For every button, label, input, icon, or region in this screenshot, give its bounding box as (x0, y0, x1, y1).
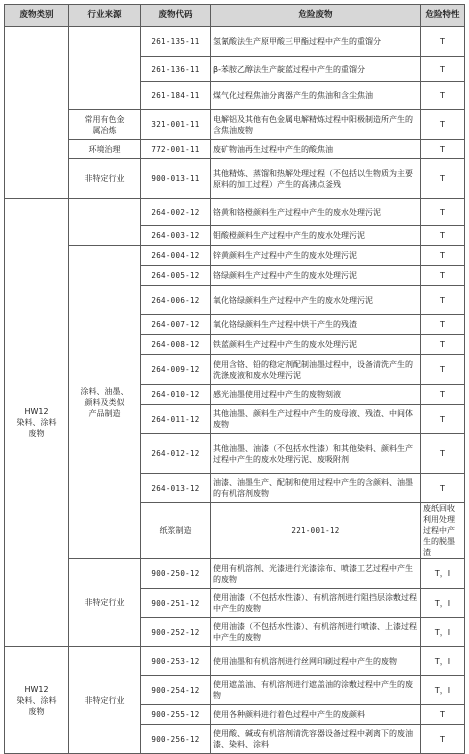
table-row (5, 559, 465, 589)
hazard-characteristic: T (421, 315, 465, 335)
table-row (5, 110, 465, 140)
waste-code: 264-006-12 (141, 286, 211, 315)
waste-code: 900-251-12 (141, 589, 211, 618)
waste-code: 900-255-12 (141, 705, 211, 725)
waste-description: 使用各种颜料进行着色过程中产生的废颜料 (211, 705, 421, 725)
table-row (5, 199, 465, 226)
waste-description: 煤气化过程焦油分离器产生的焦油和含尘焦油 (211, 82, 421, 110)
waste-description: 铬绿颜料生产过程中产生的废水处理污泥 (211, 266, 421, 286)
waste-description: 电解铝及其他有色金属电解精炼过程中阳极制造所产生的含焦油废物 (211, 110, 421, 140)
waste-description: 使用酸、碱或有机溶剂清洗容器设备过程中剥离下的废油漆、染料、涂料 (211, 725, 421, 754)
waste-description: 氧化铬绿颜料生产过程中产生的废水处理污泥 (211, 286, 421, 315)
waste-description: β-苯胺乙醇法生产靛蓝过程中产生的重馏分 (211, 57, 421, 82)
hazard-characteristic: T，I (421, 647, 465, 676)
hazard-characteristic: T (421, 110, 465, 140)
table-row (5, 246, 465, 266)
table-row (5, 27, 465, 57)
hazard-characteristic: T (421, 199, 465, 226)
waste-description: 其他精炼、蒸馏和热解处理过程（不包括以生物质为主要原料的加工过程）产生的高沸点釜残 (211, 159, 421, 199)
hazard-characteristic: T，I (421, 618, 465, 647)
industry-source: 非特定行业 (69, 647, 141, 754)
hazard-characteristic: T (421, 246, 465, 266)
industry-source: 非特定行业 (69, 159, 141, 199)
waste-code: 261-135-11 (141, 27, 211, 57)
waste-code: 264-009-12 (141, 355, 211, 385)
header-waste-code: 废物代码 (141, 5, 211, 27)
waste-code: 264-012-12 (141, 434, 211, 474)
hazardous-waste-table (4, 4, 465, 754)
industry-source: 常用有色金 属冶炼 (69, 110, 141, 140)
waste-description: 感光油墨使用过程中产生的废物刻液 (211, 385, 421, 405)
header-hazard-characteristic: 危险特性 (421, 5, 465, 27)
waste-description: 其他油墨、油漆（不包括水性漆）和其他染料、颜料生产过程中产生的废水处理污泥、废吸附剂 (211, 434, 421, 474)
hazard-characteristic: T (421, 226, 465, 246)
waste-description: 废矿物油再生过程中产生的酸焦油 (211, 140, 421, 159)
waste-code: 264-007-12 (141, 315, 211, 335)
waste-code: 261-136-11 (141, 57, 211, 82)
waste-code: 900-250-12 (141, 559, 211, 589)
hazard-characteristic: T (421, 82, 465, 110)
waste-category: HW12 染料、涂料 废物 (5, 647, 69, 754)
waste-code: 221-001-12 (211, 503, 421, 559)
waste-description: 钼酸橙颜料生产过程中产生的废水处理污泥 (211, 226, 421, 246)
waste-description: 废纸回收利用处理过程中产生的脱墨渣 (421, 503, 465, 559)
waste-code: 900-252-12 (141, 618, 211, 647)
table-row (5, 140, 465, 159)
waste-code: 900-253-12 (141, 647, 211, 676)
hazard-characteristic: T (421, 159, 465, 199)
waste-description: 使用含铬、铅的稳定剂配制油墨过程中，设备清洗产生的洗涤废液和废水处理污泥 (211, 355, 421, 385)
hazard-characteristic: T (421, 286, 465, 315)
category-cell-blank (5, 27, 69, 199)
industry-source: 涂料、油墨、 颜料及类似 产品制造 (69, 246, 141, 559)
waste-code: 900-013-11 (141, 159, 211, 199)
hazard-characteristic: T (421, 335, 465, 355)
waste-code: 321-001-11 (141, 110, 211, 140)
waste-code: 772-001-11 (141, 140, 211, 159)
hazard-characteristic: T (421, 355, 465, 385)
waste-description: 使用有机溶剂、光漆进行光漆涂布、喷漆工艺过程中产生的废物 (211, 559, 421, 589)
header-row (5, 5, 465, 27)
waste-code: 264-013-12 (141, 474, 211, 503)
waste-description: 使用油墨和有机溶剂进行丝网印刷过程中产生的废物 (211, 647, 421, 676)
industry-source: 非特定行业 (69, 559, 141, 647)
waste-code: 264-008-12 (141, 335, 211, 355)
hazard-characteristic: T (421, 140, 465, 159)
table-header (5, 5, 465, 27)
waste-description: 使用油漆（不包括水性漆）、有机溶剂进行阻挡层涂敷过程中产生的废物 (211, 589, 421, 618)
waste-description: 其他油墨、颜料生产过程中产生的废母液、残渣、中间体废物 (211, 405, 421, 434)
waste-description: 铬黄和铬橙颜料生产过程中产生的废水处理污泥 (211, 199, 421, 226)
hazard-characteristic: T (421, 266, 465, 286)
waste-code: 264-011-12 (141, 405, 211, 434)
table-row (5, 159, 465, 199)
hazard-characteristic: T (421, 405, 465, 434)
waste-description: 铁蓝颜料生产过程中产生的废水处理污泥 (211, 335, 421, 355)
waste-description: 使用油漆（不包括水性漆）、有机溶剂进行喷漆、上漆过程中产生的废物 (211, 618, 421, 647)
hazard-characteristic: T，I (421, 676, 465, 705)
hazard-characteristic: T (421, 725, 465, 754)
waste-code: 264-002-12 (141, 199, 211, 226)
hazard-characteristic: T (421, 385, 465, 405)
hazard-characteristic: T (421, 434, 465, 474)
source-cell-blank (69, 27, 141, 110)
waste-code: 900-254-12 (141, 676, 211, 705)
industry-source: 环境治理 (69, 140, 141, 159)
header-hazardous-waste: 危险废物 (211, 5, 421, 27)
waste-category: HW12 染料、涂料 废物 (5, 199, 69, 647)
table-body (5, 27, 465, 754)
header-waste-category: 废物类别 (5, 5, 69, 27)
waste-description: 氧化铬绿颜料生产过程中烘干产生的残渣 (211, 315, 421, 335)
waste-code: 264-004-12 (141, 246, 211, 266)
waste-code: 264-005-12 (141, 266, 211, 286)
hazard-characteristic: T，I (421, 589, 465, 618)
waste-code: 900-256-12 (141, 725, 211, 754)
waste-description: 锌黄颜料生产过程中产生的废水处理污泥 (211, 246, 421, 266)
waste-description: 使用遮盖油、有机溶剂进行遮盖油的涂敷过程中产生的废物 (211, 676, 421, 705)
table-row (5, 647, 465, 676)
hazard-characteristic: T (421, 474, 465, 503)
hazard-characteristic: T (421, 705, 465, 725)
hazard-characteristic: T，I (421, 559, 465, 589)
waste-description: 油漆、油墨生产、配制和使用过程中产生的含颜料、油墨的有机溶剂废物 (211, 474, 421, 503)
waste-code: 261-184-11 (141, 82, 211, 110)
industry-source: 纸浆制造 (141, 503, 211, 559)
waste-description: 氢氰酸法生产原甲酸三甲酯过程中产生的重馏分 (211, 27, 421, 57)
header-industry-source: 行业来源 (69, 5, 141, 27)
hazard-characteristic: T (421, 57, 465, 82)
waste-code: 264-003-12 (141, 226, 211, 246)
hazard-characteristic: T (421, 27, 465, 57)
source-cell-blank (69, 199, 141, 246)
waste-code: 264-010-12 (141, 385, 211, 405)
